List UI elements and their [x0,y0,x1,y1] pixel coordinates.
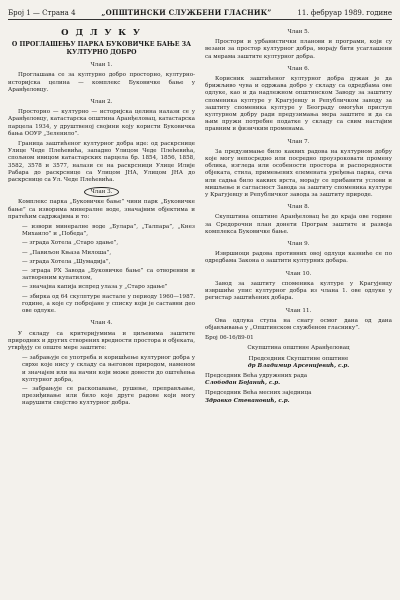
article-11-text: Ова одлука ступа на снагу осмог дана од дана објављивања у „Општинском службеном гласнику”. [205,317,392,331]
left-column [8,24,195,600]
page-header [8,8,392,20]
article-9-heading: Члан 9. [287,241,310,248]
decision-title: О Д Л У К У [61,28,142,38]
issue-page-number: Број 1 — Страна 4 [8,9,76,17]
article-3-text: Комплекс парка „Буковичке бање” чини парк „Буковичке бање” са изворима минералне воде, значајним објектима и пратећим садржајима и то: [8,199,195,220]
right-column [205,24,392,600]
article-1-heading: Члан 1. [90,62,113,69]
signer-role: Председник Скупштине општине [248,355,349,362]
gazette-title: „ОПШТИНСКИ СЛУЖБЕНИ ГЛАСНИК” [101,8,272,17]
article-6-text: Корисник заштићеног културног добра дужан је да брижљиво чува и одржава добро у складу са одредбама ове одлуке, као и да надлежном општинском Заводу за заштиту споменика културе у Крагујевцу и Републичком заводу за заштиту споменика културе у Београду омогући приступ културном добру ради предузимања мера заштите и да са њим пружи потребне податке у складу са свим настајим правним и физичким променама. [205,76,392,133]
signer-name: Слободан Бојанић, с.р. [205,380,281,387]
signer-block [205,390,392,404]
article-5-heading: Члан 5. [287,29,310,35]
article-10-heading: Члан 10. [285,270,312,277]
article-7-text: За предузимање било каквих радова на културном добру које могу непосредно или посредно проузроковати промену облика, изгледа или особености простора и распоредности објеката, стила, примењених елемената уређења парка, сеча или садња било каквих врста, морају се прибавити услови и мишљење и сагласност Завода за заштиту споменика културе у Крагујевцу и Републичког завода за заштиту природе. [205,148,392,199]
list-item: — забрањује се употреба и коришћење културног добра у сврхе које нису у складу са његовом природом, наменом и значајем или на начин који може довести до оштећења културног добра, [22,355,195,383]
article-10-text: Завод за заштиту споменика културе у Крагујевцу извршиће упис културног добра из члана 1. ове одлуке у регистар заштићених добара. [205,280,392,302]
article-1-text: Проглашава се за културно добро просторно, културно-историјска целина — комплекс Буковичке бање у Аранђеловцу. [8,72,195,93]
article-9-text: Извршиоци радова противних овој одлуци казниће се по одредбама Закона о заштити културних добара. [205,251,392,265]
list-item: — зграда Хотела „Шумадија”, [22,258,111,265]
signer-name: др Владимир Арсенијевић, с.р. [247,362,350,369]
article-2-text: Просторно — културно — историјска целина налази се у Аранђеловцу, катастарска општина Аранђеловац, катастарска парцела 1934, у друштвеној својини коју користи Буковичка бања ООУР „Зеленило”. [8,109,195,137]
document-number: Број 06-16/89-01 [205,335,254,342]
list-item: — извори минералне воде „Булара”, „Талпара”, „Кнез Михаило” и „Победа”, [22,224,195,238]
article-2-heading: Члан 2. [90,99,113,106]
article-11-heading: Члан 11. [285,307,312,314]
article-3-circled-label: Члан 3. [84,187,118,197]
list-item: — збирка од 64 скулптуре настале у периоду 1960—1987. године, а које су побројане у списку који је саставни део ове одлуке. [22,293,195,315]
decision-subtitle: О ПРОГЛАШЕЊУ ПАРКА БУКОВИЧКЕ БАЊЕ ЗА КУЛТУРНО ДОБРО [11,41,192,56]
article-4-text: У складу са критеријумима и циљевима заштите природних и других створених вредности простора и објеката, утврђују се опште мере заштите: [8,330,195,351]
signer-block [205,356,392,370]
article-7-heading: Члан 7. [287,138,310,145]
list-item: — значајна капија испред улаза у „Старо здање” [22,284,168,291]
signer-role: Председник Већа удружених рада [205,372,308,379]
signer-name: Здравко Стевановић, с.р. [205,397,290,404]
signer-block [205,373,392,387]
assembly-name: Скупштина општине Аранђеловац [247,345,350,352]
list-item: — „Павиљон Књаза Милоша”, [22,249,112,256]
article-6-heading: Члан 6. [287,65,310,72]
issue-date: 11. фебруар 1989. године [297,9,392,17]
list-item: — зграда Хотела „Старо здање”, [22,240,119,247]
article-5-text: Простори и урбанистички планови и програми, који су везани за простор културног добра, морају бити усаглашени са мерама заштите културног добра. [205,39,392,60]
article-8-text: Скупштина општине Аранђеловац ће до краја ове године за Средорочни план донети Програм заштите и развоја комплекса Буковичке бање. [205,214,392,235]
article-3-heading [8,189,195,196]
list-item: — забрањује се раскопавање, рушење, преправљање, презиђивање или било које друге радове који могу нарушити својство културног добра. [22,385,195,407]
signer-role: Председник Већа месних заједница [205,390,312,397]
article-4-heading: Члан 4. [90,320,113,327]
article-2-boundary-text: Граница заштићеног културног добра иде: од раскрснице Улице Чеде Плећевића, западно Улицом Чеде Плећевића, спољном ивицом катастарских парцела бр. 1854, 1856, 1858, 3582, 3578 и 3577, налази се на раскрсници Улице Илије Рабара до раскрснице са Улицом ЈНА, Улицом ЈНА до раскрснице са Ул. Чеде Плећевића. [8,141,195,184]
article-8-heading: Члан 8. [287,204,310,211]
list-item: — зграда РХ Завода „Буковичке бање” са отвореним и затвореним купатилом, [22,268,195,282]
